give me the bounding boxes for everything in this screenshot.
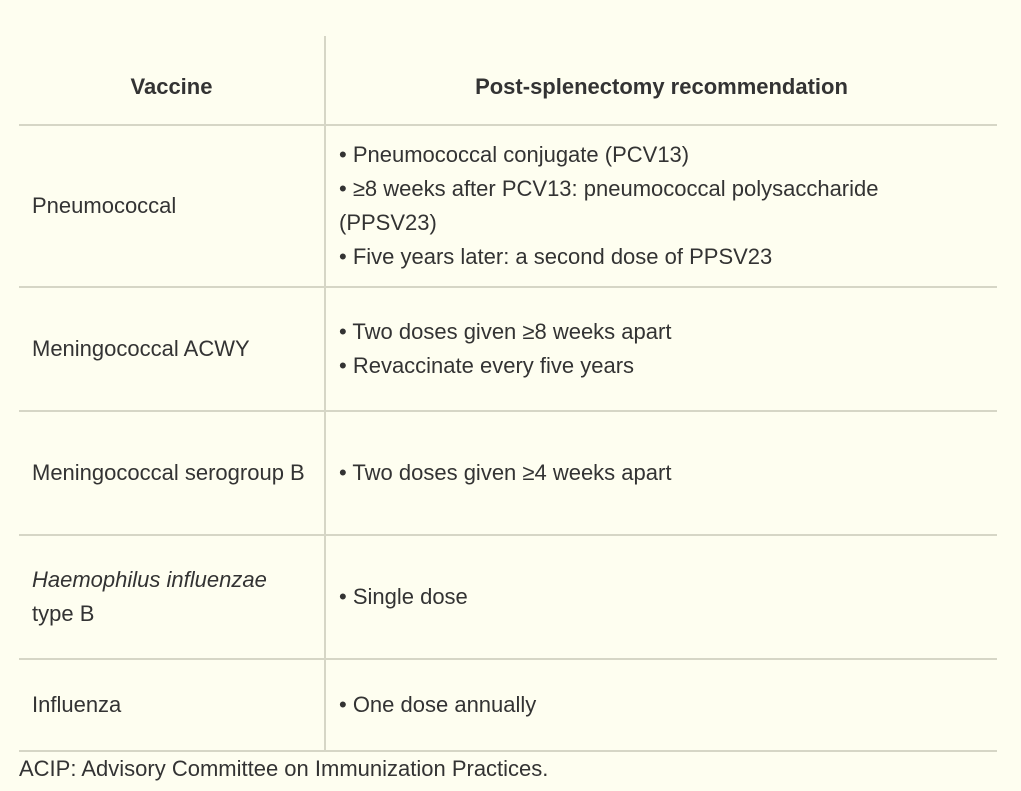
vaccine-name-rest: type B: [32, 601, 95, 626]
recommendation-cell: [325, 535, 997, 659]
header-vaccine: Vaccine: [19, 36, 325, 125]
vaccine-name: Influenza: [19, 659, 325, 751]
recommendation-item: • Single dose: [339, 584, 468, 609]
recommendation-cell: [325, 411, 997, 535]
vaccine-name: Meningococcal serogroup B: [19, 411, 325, 535]
vaccine-name-italic: Haemophilus influenzae: [32, 567, 267, 592]
table-row: [19, 535, 997, 659]
recommendation-item: • One dose annually: [339, 692, 537, 717]
table-row: [19, 287, 997, 411]
vaccine-name: Meningococcal ACWY: [19, 287, 325, 411]
table-row: [19, 411, 997, 535]
vaccine-name: [19, 535, 325, 659]
recommendation-item: • Revaccinate every five years: [339, 353, 635, 378]
recommendation-item: • ≥8 weeks after PCV13: pneumococcal polysaccharide (PPSV23): [339, 176, 879, 235]
recommendation-item: • Two doses given ≥4 weeks apart: [339, 460, 672, 485]
recommendation-item: • Five years later: a second dose of PPSV23: [339, 244, 773, 269]
vaccine-name: Pneumococcal: [19, 125, 325, 287]
table-footnote: ACIP: Advisory Committee on Immunization Practices.: [19, 756, 549, 781]
recommendation-item: • Two doses given ≥8 weeks apart: [339, 319, 672, 344]
recommendation-cell: [325, 287, 997, 411]
table-row: [19, 659, 997, 751]
table-header-row: [19, 36, 997, 125]
table-row: [19, 125, 997, 287]
recommendation-item: • Pneumococcal conjugate (PCV13): [339, 142, 690, 167]
recommendation-cell: [325, 659, 997, 751]
header-recommendation: Post-splenectomy recommendation: [325, 36, 997, 125]
vaccine-table: [19, 36, 997, 752]
recommendation-cell: [325, 125, 997, 287]
